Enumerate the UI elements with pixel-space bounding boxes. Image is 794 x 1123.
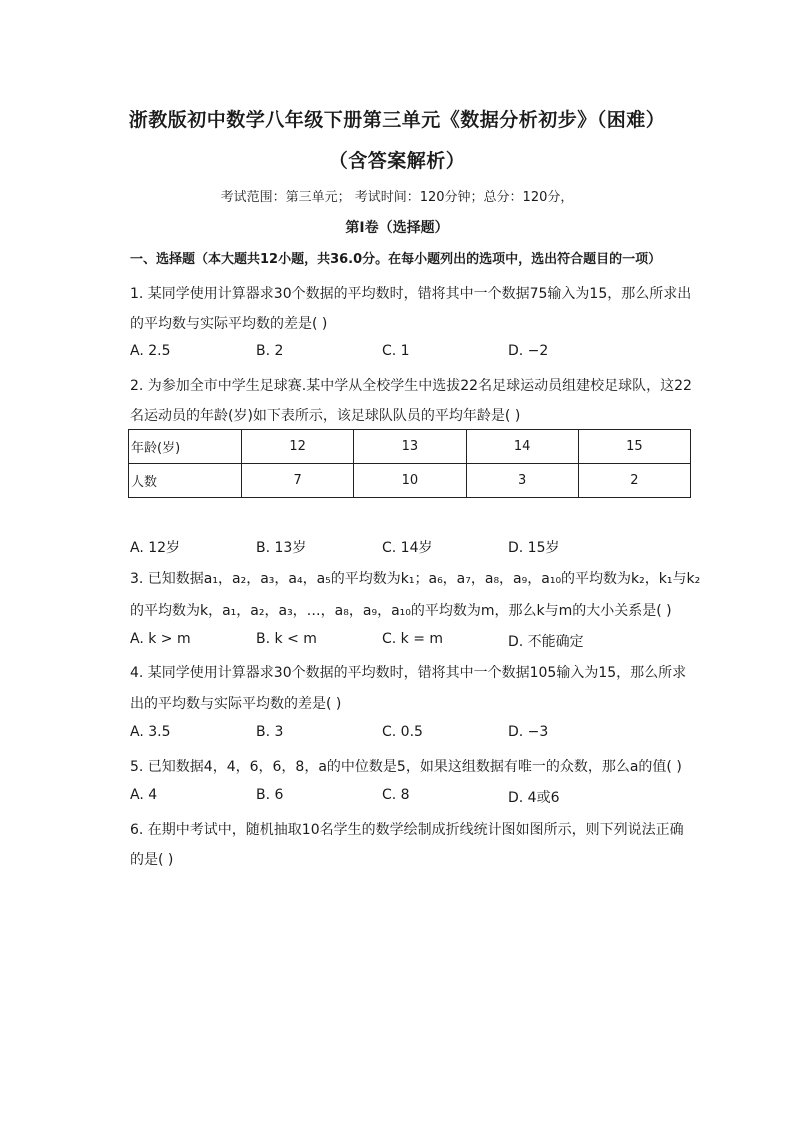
option-c: C. 14岁 xyxy=(382,540,433,556)
question-1-options xyxy=(130,343,690,363)
option-a: A. 12岁 xyxy=(130,540,181,556)
question-6-line-1: 6. 在期中考试中，随机抽取10名学生的数学绘制成折线统计图如图所示，则下列说法正确 xyxy=(130,822,684,838)
option-b: B. 3 xyxy=(256,724,284,740)
option-a: A. k > m xyxy=(130,631,191,647)
option-b: B. 13岁 xyxy=(256,540,307,556)
age-table xyxy=(128,429,691,498)
option-b: B. 2 xyxy=(256,343,284,359)
option-d: D. 4或6 xyxy=(508,790,560,806)
question-3-line-2: 的平均数为k，a₁，a₂，a₃，…，a₈，a₉，a₁₀的平均数为m，那么k与m的大小关系是( ) xyxy=(130,603,672,619)
option-c: C. 0.5 xyxy=(382,724,423,740)
option-c: C. 8 xyxy=(382,787,410,803)
option-c: C. k = m xyxy=(382,631,444,647)
table-header-label: 年龄(岁) xyxy=(129,430,242,464)
question-6-line-2: 的是( ) xyxy=(130,852,174,868)
option-b: B. k < m xyxy=(256,631,317,647)
table-cell: 3 xyxy=(466,464,578,498)
question-1-line-2: 的平均数与实际平均数的差是( ) xyxy=(130,316,328,332)
table-cell: 12 xyxy=(242,430,354,464)
table-cell: 15 xyxy=(578,430,690,464)
question-2-line-2: 名运动员的年龄(岁)如下表所示，该足球队队员的平均年龄是( ) xyxy=(130,408,521,424)
question-5-line-1: 5. 已知数据4，4，6，6，8，a的中位数是5，如果这组数据有唯一的众数，那么a的值( ) xyxy=(130,759,682,775)
section-header: 一、选择题（本大题共12小题，共36.0分。在每小题列出的选项中，选出符合题目的一项） xyxy=(130,252,662,267)
document-title: 浙教版初中数学八年级下册第三单元《数据分析初步》（困难） xyxy=(128,109,666,131)
question-4-line-2: 出的平均数与实际平均数的差是( ) xyxy=(130,696,342,712)
option-a: A. 3.5 xyxy=(130,724,171,740)
table-row xyxy=(129,464,691,498)
option-c: C. 1 xyxy=(382,343,410,359)
table-cell: 14 xyxy=(466,430,578,464)
question-5-options xyxy=(130,787,690,807)
table-row xyxy=(129,430,691,464)
table-cell: 13 xyxy=(354,430,466,464)
option-d: D. 15岁 xyxy=(508,540,560,556)
table-cell: 10 xyxy=(354,464,466,498)
table-cell: 2 xyxy=(578,464,690,498)
exam-info: 考试范围：第三单元； 考试时间：120分钟；总分：120分， xyxy=(220,190,574,205)
document-subtitle: （含答案解析） xyxy=(328,150,466,172)
option-d: D. −3 xyxy=(508,724,549,740)
option-a: A. 4 xyxy=(130,787,158,803)
option-a: A. 2.5 xyxy=(130,343,171,359)
question-3-options xyxy=(130,631,690,651)
part-title: 第I卷（选择题） xyxy=(345,220,449,236)
option-d: D. 不能确定 xyxy=(508,634,584,650)
table-cell: 7 xyxy=(242,464,354,498)
question-1-line-1: 1. 某同学使用计算器求30个数据的平均数时，错将其中一个数据75输入为15，那么所求出 xyxy=(130,286,692,302)
option-d: D. −2 xyxy=(508,343,549,359)
question-2-line-1: 2. 为参加全市中学生足球赛.某中学从全校学生中选拔22名足球运动员组建校足球队，这22 xyxy=(130,378,692,394)
option-b: B. 6 xyxy=(256,787,284,803)
question-2-options xyxy=(130,537,690,557)
question-4-options xyxy=(130,724,690,744)
question-4-line-1: 4. 某同学使用计算器求30个数据的平均数时，错将其中一个数据105输入为15，那么所求 xyxy=(130,665,687,681)
table-count-label: 人数 xyxy=(129,464,242,498)
question-3-line-1: 3. 已知数据a₁，a₂，a₃，a₄，a₅的平均数为k₁；a₆，a₇，a₈，a₉，a₁₀的平均数为k₂，k₁与k₂ xyxy=(130,571,701,587)
